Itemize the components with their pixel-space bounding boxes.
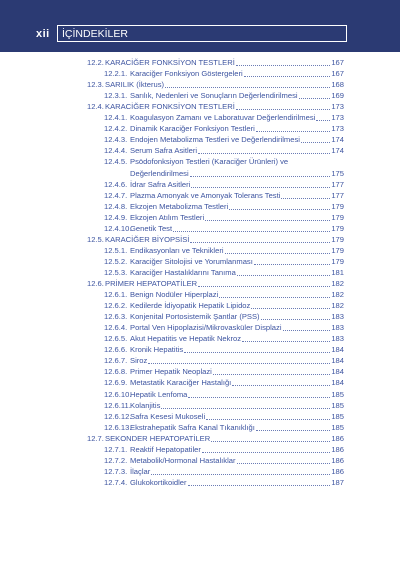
toc-entry-title: Genetik Test: [130, 223, 173, 233]
toc-entry-title: Akut Hepatitis ve Hepatik Nekroz: [130, 334, 241, 344]
dot-leader: [198, 153, 330, 154]
toc-entry-number: 12.6.2.: [104, 301, 128, 311]
toc-entry-title: Ekzojen Metabolizma Testleri: [130, 201, 229, 211]
toc-entry-page: 177: [331, 190, 344, 200]
toc-entry-number: 12.3.: [87, 80, 104, 90]
toc-entry-number: 12.7.3.: [104, 466, 128, 476]
dot-leader: [236, 109, 331, 110]
toc-entry[interactable]: [104, 455, 344, 466]
toc-entry[interactable]: [104, 344, 344, 355]
dot-leader: [301, 142, 330, 143]
toc-entry-page: 179: [331, 223, 344, 233]
toc-entry[interactable]: [87, 234, 344, 245]
toc-entry-title: SEKONDER HEPATOPATİLER: [105, 433, 211, 443]
toc-entry-number: 12.4.8.: [104, 201, 128, 211]
toc-entry-number: 12.6.12.: [104, 411, 132, 421]
toc-entry-page: 182: [331, 290, 344, 300]
toc-entry-number: 12.4.: [87, 102, 104, 112]
dot-leader: [184, 352, 330, 353]
dot-leader: [316, 120, 330, 121]
toc-entry-page: 181: [331, 267, 344, 277]
page-title: İÇİNDEKİLER: [62, 28, 128, 40]
toc-entry-page: 173: [331, 113, 344, 123]
toc-entry[interactable]: [104, 179, 344, 190]
toc-entry[interactable]: [104, 90, 344, 101]
toc-entry[interactable]: [104, 477, 344, 488]
toc-entry-page: 179: [331, 201, 344, 211]
toc-entry-title: SARILIK (İkterus): [105, 80, 165, 90]
toc-entry-number: 12.7.2.: [104, 455, 128, 465]
dot-leader: [254, 264, 331, 265]
toc-entry-title: Karaciğer Fonksiyon Göstergeleri: [130, 69, 243, 79]
toc-entry[interactable]: [104, 366, 344, 377]
dot-leader: [244, 76, 331, 77]
dot-leader: [237, 275, 331, 276]
toc-entry-page: 182: [331, 279, 344, 288]
toc-entry-page: 186: [331, 466, 344, 476]
dot-leader: [151, 474, 330, 475]
toc-entry[interactable]: [104, 134, 344, 145]
dot-leader: [198, 286, 330, 287]
toc-entry-number: 12.6.7.: [104, 356, 128, 366]
toc-entry-page: 183: [331, 334, 344, 344]
toc-entry[interactable]: [87, 433, 344, 444]
toc-entry-number: 12.4.10.: [104, 223, 132, 233]
toc-entry[interactable]: [104, 256, 344, 267]
toc-entry-number: 12.6.8.: [104, 367, 128, 377]
toc-entry-title: Siroz: [130, 356, 148, 366]
toc-entry-title: Ekzojen Atılım Testleri: [130, 212, 205, 222]
toc-entry-page: 177: [331, 179, 344, 189]
dot-leader: [237, 463, 331, 464]
dot-leader: [299, 98, 331, 99]
dot-leader: [188, 485, 331, 486]
toc-entry-number: 12.7.1.: [104, 444, 128, 454]
toc-entry-title: Glukokortikoidler: [130, 477, 187, 487]
toc-entry-title: KARACİĞER FONKSİYON TESTLERİ: [105, 58, 235, 67]
dot-leader: [161, 408, 330, 409]
toc-entry[interactable]: [104, 322, 344, 333]
toc-entry-page: 185: [331, 389, 344, 399]
toc-entry-title: Konjenital Portosistemik Şantlar (PSS): [130, 312, 260, 322]
toc-entry-title: Kronik Hepatitis: [130, 345, 184, 355]
toc-entry[interactable]: [104, 190, 344, 201]
toc-entry-page: 184: [331, 345, 344, 355]
toc-entry-page: 174: [331, 146, 344, 156]
toc-entry[interactable]: [104, 400, 344, 411]
toc-entry-page: 175: [331, 168, 344, 178]
dot-leader: [165, 87, 330, 88]
toc-entry-number: 12.7.: [87, 433, 104, 443]
toc-entry-number: 12.6.: [87, 279, 104, 288]
toc-entry-number: 12.2.1.: [104, 69, 128, 79]
toc-entry-title: Dinamik Karaciğer Fonksiyon Testleri: [130, 124, 255, 134]
toc-entry-page: 179: [331, 245, 344, 255]
toc-entry-page: 167: [331, 69, 344, 79]
toc-entry-number: 12.4.2.: [104, 124, 128, 134]
toc-entry-title: Kolanjitis: [130, 400, 161, 410]
dot-leader: [225, 253, 331, 254]
toc-entry[interactable]: [104, 267, 344, 278]
toc-entry-title: PRİMER HEPATOPATİLER: [105, 279, 198, 288]
toc-entry-title: Serum Safra Asitleri: [130, 146, 198, 156]
toc-entry[interactable]: [104, 355, 344, 366]
toc-entry-number: 12.6.10.: [104, 389, 132, 399]
toc-entry-number: 12.4.4.: [104, 146, 128, 156]
toc-entry[interactable]: [87, 278, 344, 289]
toc-entry[interactable]: [104, 245, 344, 256]
toc-entry-page: 173: [331, 124, 344, 134]
toc-entry-title: Koagulasyon Zamanı ve Laboratuvar Değerlendirilmesi: [130, 113, 316, 123]
toc-entry-number: 12.6.6.: [104, 345, 128, 355]
dot-leader: [242, 341, 330, 342]
toc-entry-page: 185: [331, 422, 344, 432]
toc-entry[interactable]: [104, 300, 344, 311]
dot-leader: [211, 441, 330, 442]
toc-entry[interactable]: [104, 201, 344, 212]
toc-entry-page: 167: [331, 58, 344, 67]
toc-entry-page: 186: [331, 455, 344, 465]
toc-entry-title: Metabolik/Hormonal Hastalıklar: [130, 455, 236, 465]
toc-entry[interactable]: [104, 466, 344, 477]
dot-leader: [229, 209, 330, 210]
toc-entry[interactable]: [87, 101, 344, 112]
toc-entry-number: 12.6.4.: [104, 323, 128, 333]
dot-leader: [251, 308, 330, 309]
toc-entry-page: 185: [331, 411, 344, 421]
dot-leader: [202, 452, 330, 453]
toc-entry-page: 187: [331, 477, 344, 487]
toc-entry-number: 12.6.13.: [104, 422, 132, 432]
toc-entry-title: İdrar Safra Asitleri: [130, 179, 191, 189]
toc-entry-title: Karaciğer Sitolojisi ve Yorumlanması: [130, 256, 253, 266]
toc-entry-title: Karaciğer Hastalıklarını Tanıma: [130, 267, 236, 277]
toc-entry-title: Kedilerde İdiyopatik Hepatik Lipidoz: [130, 301, 251, 311]
toc-entry[interactable]: [104, 289, 344, 300]
toc-entry-number: 12.4.1.: [104, 113, 128, 123]
dot-leader: [206, 419, 330, 420]
toc-entry-title: Safra Kesesi Mukoseli: [130, 411, 206, 421]
page-number: xii: [36, 28, 50, 40]
toc-entry-title: Primer Hepatik Neoplazi: [130, 367, 212, 377]
toc-entry[interactable]: [104, 123, 344, 134]
dot-leader: [256, 131, 331, 132]
toc-entry[interactable]: [104, 444, 344, 455]
toc-entry-page: 185: [331, 400, 344, 410]
toc-entry-page: 169: [331, 91, 344, 101]
toc-entry-continuation[interactable]: [130, 168, 344, 179]
toc-entry-title: Endikasyonları ve Teknikleri: [130, 245, 224, 255]
toc-entry-title: Değerlendirilmesi: [130, 168, 189, 178]
toc-entry[interactable]: [104, 112, 344, 123]
toc-entry-number: 12.6.5.: [104, 334, 128, 344]
dot-leader: [190, 176, 331, 177]
dot-leader: [261, 319, 331, 320]
toc-entry-title: Ekstrahepatik Safra Kanal Tıkanıklığı: [130, 422, 255, 432]
dot-leader: [219, 297, 330, 298]
toc-entry-page: 184: [331, 378, 344, 388]
toc-entry-title: Hepatik Lenfoma: [130, 389, 188, 399]
toc-entry[interactable]: [104, 68, 344, 79]
dot-leader: [281, 198, 330, 199]
toc-entry-page: 182: [331, 301, 344, 311]
toc-entry[interactable]: [104, 377, 344, 388]
toc-entry[interactable]: [104, 333, 344, 344]
toc-entry-number: 12.5.3.: [104, 267, 128, 277]
toc-entry[interactable]: [104, 223, 344, 234]
toc-entry-title: Sarılık, Nedenleri ve Sonuçların Değerlendirilmesi: [130, 91, 298, 101]
toc-entry-page: 186: [331, 444, 344, 454]
header-banner: [0, 0, 400, 52]
toc-entry-number: 12.4.7.: [104, 190, 128, 200]
toc-entry-number: 12.5.: [87, 234, 104, 244]
toc-entry-number: 12.4.6.: [104, 179, 128, 189]
toc-entry-page: 168: [331, 80, 344, 90]
dot-leader: [256, 430, 331, 431]
toc-entry-page: 184: [331, 356, 344, 366]
toc-entry[interactable]: [104, 311, 344, 322]
toc-entry-title: Endojen Metabolizma Testleri ve Değerlendirilmesi: [130, 135, 300, 145]
toc-entry-number: 12.4.5.: [104, 157, 128, 167]
toc-entry-page: 183: [331, 323, 344, 333]
toc-entry[interactable]: [104, 212, 344, 223]
dot-leader: [205, 220, 330, 221]
toc-entry[interactable]: [104, 145, 344, 156]
toc-entry-page: 174: [331, 135, 344, 145]
toc-entry[interactable]: [104, 411, 344, 422]
toc-entry-number: 12.6.1.: [104, 290, 128, 300]
dot-leader: [173, 231, 330, 232]
toc-entry-page: 179: [331, 212, 344, 222]
toc-entry-number: 12.5.2.: [104, 256, 128, 266]
toc-entry-page: 179: [331, 256, 344, 266]
toc-entry-page: 186: [331, 433, 344, 443]
toc-entry-title: KARACİĞER BİYOPSİSİ: [105, 234, 190, 244]
toc-entry[interactable]: [104, 156, 344, 167]
toc-entry-title: Metastatik Karaciğer Hastalığı: [130, 378, 232, 388]
toc-entry-title: Benign Nodüler Hiperplazi: [130, 290, 219, 300]
title-box: [57, 25, 347, 42]
toc-entry-number: 12.7.4.: [104, 477, 128, 487]
dot-leader: [236, 65, 331, 66]
dot-leader: [148, 363, 330, 364]
dot-leader: [188, 397, 330, 398]
toc-entry-number: 12.4.3.: [104, 135, 128, 145]
toc-entry[interactable]: [104, 422, 344, 433]
toc-entry-number: 12.4.9.: [104, 212, 128, 222]
dot-leader: [232, 385, 330, 386]
dot-leader: [213, 374, 330, 375]
toc-entry-number: 12.5.1.: [104, 245, 128, 255]
toc-entry-number: 12.6.3.: [104, 312, 128, 322]
toc-entry-page: 179: [331, 234, 344, 244]
toc-entry-page: 183: [331, 312, 344, 322]
dot-leader: [190, 242, 330, 243]
toc-entry-title: KARACİĞER FONKSİYON TESTLERİ: [105, 102, 235, 112]
toc-entry[interactable]: [87, 57, 344, 68]
toc-entry-title: Portal Ven Hipoplazisi/Mikrovasküler Displazi: [130, 323, 282, 333]
toc-entry[interactable]: [87, 79, 344, 90]
toc-entry-number: 12.6.9.: [104, 378, 128, 388]
toc-entry-number: 12.2.: [87, 58, 104, 67]
toc-entry[interactable]: [104, 389, 344, 400]
toc-entry-page: 173: [331, 102, 344, 112]
dot-leader: [283, 330, 331, 331]
toc-entry-number: 12.6.11.: [104, 400, 131, 410]
dot-leader: [191, 187, 330, 188]
toc-entry-number: 12.3.1.: [104, 91, 128, 101]
toc-entry-title: İlaçlar: [130, 466, 151, 476]
toc-entry-page: 184: [331, 367, 344, 377]
toc-entry-title: Reaktif Hepatopatiler: [130, 444, 201, 454]
toc-entry-title: Psödofonksiyon Testleri (Karaciğer Ürünleri) ve: [130, 157, 289, 167]
toc-entry-title: Plazma Amonyak ve Amonyak Tolerans Testi: [130, 190, 281, 200]
